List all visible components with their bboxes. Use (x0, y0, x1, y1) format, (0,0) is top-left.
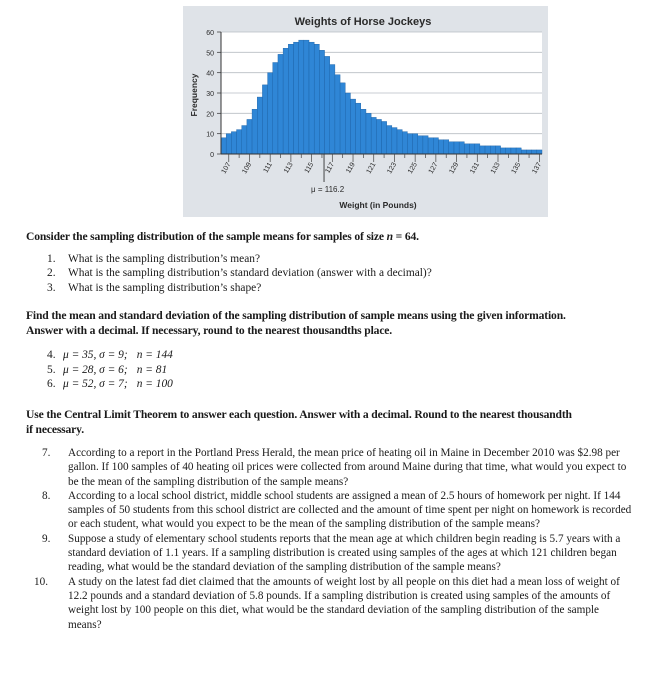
section3-heading-line2: if necessary. (26, 422, 84, 436)
section1-heading-text: Consider the sampling distribution of the sample means for samples of size (26, 230, 387, 243)
section-central-limit-theorem (26, 408, 646, 632)
list-item (26, 532, 632, 575)
x-tick-label: 135 (510, 161, 523, 176)
question-number: 9. (42, 532, 51, 545)
histogram-bar (304, 40, 309, 154)
question-number: 1. (47, 252, 56, 265)
question-text: A study on the latest fad diet claimed that the amounts of weight lost by all people on this diet had a mean loss of weight of 12.2 pounds and a standard deviation of 5.8 pounds. If a sampling distribution is created using samples of the amounts of weight lost by 100 people on this diet, what would be the standard deviation of the sampling distribution of the sample means? (68, 575, 620, 631)
histogram-bar (231, 132, 236, 154)
problem-sample-size: n = 81 (136, 363, 168, 376)
histogram-bar (511, 148, 516, 154)
histogram-bar (485, 146, 490, 154)
histogram-bar (252, 109, 257, 154)
question-text: What is the sampling distribution’s shape? (68, 281, 262, 294)
histogram-bar (335, 75, 340, 154)
y-tick-label: 60 (206, 30, 214, 37)
mean-label: μ = 116.2 (311, 185, 345, 194)
question-text: Suppose a study of elementary school students reports that the mean age at which children begin reading is 5.7 years with a standard deviation of 1.1 years. If a sampling distribution is created using samples of the ages at which 121 children began reading, what would be the standard deviation of the sampling distribution of the sample means? (68, 532, 621, 574)
histogram-bar (314, 44, 319, 154)
list-item (26, 377, 646, 392)
section1-heading-tail: = 64. (392, 230, 419, 243)
histogram-bar (475, 144, 480, 154)
question-number: 7. (42, 447, 51, 459)
histogram-bar (268, 73, 273, 154)
x-tick-label: 125 (406, 161, 419, 176)
histogram-bar (402, 132, 407, 154)
histogram-bar (454, 142, 459, 154)
x-axis-label: Weight (in Pounds) (339, 200, 417, 210)
histogram-bar (257, 97, 262, 154)
histogram-bar (356, 103, 361, 154)
chart-title: Weights of Horse Jockeys (294, 16, 432, 28)
x-tick-label: 107 (220, 161, 233, 176)
histogram-bar (490, 146, 495, 154)
section-mean-sd (26, 309, 646, 392)
histogram-bar (387, 126, 392, 154)
x-tick-label: 111 (262, 161, 274, 175)
histogram-bar (221, 138, 226, 154)
histogram-bar (330, 65, 335, 154)
x-tick-label: 113 (282, 161, 295, 175)
section2-heading (26, 309, 646, 338)
histogram-bar (371, 117, 376, 154)
problem-number: 4. (47, 349, 56, 361)
x-tick-label: 109 (241, 161, 254, 176)
y-tick-label: 0 (210, 152, 214, 159)
x-tick-label: 121 (365, 161, 378, 176)
histogram-bar (345, 93, 350, 154)
histogram-bar (319, 50, 324, 154)
histogram-bar (428, 138, 433, 154)
problem-number: 6. (47, 378, 56, 391)
section1-heading (26, 230, 646, 245)
x-tick-label: 123 (386, 161, 399, 176)
x-tick-label: 137 (531, 161, 544, 176)
x-tick-label: 131 (469, 161, 482, 176)
question-number: 3. (47, 281, 56, 294)
question-number: 2. (47, 267, 56, 280)
list-item (26, 446, 632, 489)
list-item (26, 252, 646, 267)
question-number: 8. (42, 489, 51, 502)
histogram-bar (382, 121, 387, 154)
x-tick-label: 117 (324, 161, 337, 175)
problem-number: 5. (47, 363, 56, 376)
histogram-chart (183, 6, 548, 217)
histogram-bar (273, 63, 278, 155)
histogram-bar (283, 48, 288, 154)
question-number: 10. (34, 575, 48, 588)
histogram-bar (350, 99, 355, 154)
section3-heading (26, 408, 646, 437)
x-tick-label: 115 (303, 161, 316, 175)
histogram-bar (506, 148, 511, 154)
histogram-bar (309, 42, 314, 154)
histogram-bar (366, 113, 371, 154)
histogram-bar (526, 150, 531, 154)
y-tick-label: 30 (206, 91, 214, 98)
section3-heading-line1: Use the Central Limit Theorem to answer each question. Answer with a decimal. Round to the nearest thousandth (26, 408, 572, 421)
question-text: What is the sampling distribution’s mean? (68, 252, 261, 265)
histogram-bar (495, 146, 500, 154)
x-tick-label: 133 (489, 161, 502, 176)
histogram-bar (459, 142, 464, 154)
list-item (26, 348, 646, 363)
question-text: According to a local school district, middle school students are assigned a mean of 2.5 hours of homework per night. If 144 samples of 50 students from this school district are collected and the amount of time spent per night on homework is recorded or each student, what would you expect to be the mean of the sampling distribution of the sample means? (68, 489, 632, 531)
problem-sample-size: n = 100 (136, 378, 173, 391)
histogram-bar (516, 148, 521, 154)
histogram-bar (470, 144, 475, 154)
section1-question-list (26, 252, 646, 296)
histogram-bar (299, 40, 304, 154)
histogram-bar (392, 128, 397, 154)
problem-params: μ = 52, σ = 7; (63, 378, 128, 391)
problem-params: μ = 28, σ = 6; (63, 363, 128, 376)
histogram-bar (537, 150, 542, 154)
list-item (26, 363, 646, 378)
histogram-bar (293, 42, 298, 154)
histogram-bar (449, 142, 454, 154)
histogram-bar (423, 136, 428, 154)
histogram-bar (521, 150, 526, 154)
list-item (26, 281, 646, 296)
histogram-bar (288, 44, 293, 154)
histogram-bar (226, 134, 231, 154)
section2-problem-list (26, 348, 646, 392)
histogram-bar (480, 146, 485, 154)
histogram-bar (418, 136, 423, 154)
histogram-figure (183, 6, 548, 217)
section2-heading-line2: Answer with a decimal. If necessary, round to the nearest thousandths place. (26, 323, 393, 337)
x-tick-label: 119 (345, 161, 357, 175)
histogram-bar (278, 54, 283, 154)
x-tick-label: 127 (427, 161, 440, 176)
y-tick-label: 40 (206, 70, 214, 78)
histogram-bar (242, 126, 247, 154)
histogram-bar (501, 148, 506, 154)
histogram-bar (438, 140, 443, 154)
histogram-bar (340, 83, 345, 154)
y-axis-label: Frequency (189, 73, 199, 117)
problem-sample-size: n = 144 (136, 349, 173, 361)
histogram-bar (361, 109, 366, 154)
list-item (26, 575, 632, 632)
histogram-bar (532, 150, 537, 154)
problem-params: μ = 35, σ = 9; (63, 349, 128, 361)
question-text: According to a report in the Portland Press Herald, the mean price of heating oil in Maine in December 2010 was $2.98 per gallon. If 100 samples of 40 heating oil prices were collected from around Maine during that time, what would you expect to be the mean of the sampling distribution of the sample means? (68, 447, 627, 488)
y-tick-label: 10 (206, 131, 214, 139)
list-item (26, 489, 632, 532)
histogram-bar (237, 130, 242, 154)
x-tick-label: 129 (448, 161, 461, 176)
section-sampling-distribution (26, 230, 646, 295)
histogram-bar (325, 56, 330, 154)
section2-heading-line1: Find the mean and standard deviation of the sampling distribution of sample means using the given information. (26, 309, 566, 322)
list-item (26, 266, 646, 281)
y-tick-label: 20 (206, 111, 214, 119)
histogram-bar (407, 134, 412, 154)
histogram-bar (444, 140, 449, 154)
histogram-bar (376, 119, 381, 154)
histogram-bar (397, 130, 402, 154)
histogram-bar (433, 138, 438, 154)
y-tick-label: 50 (206, 50, 214, 58)
question-text: What is the sampling distribution’s standard deviation (answer with a decimal)? (68, 267, 432, 280)
histogram-bar (247, 119, 252, 154)
histogram-bar (413, 134, 418, 154)
histogram-bar (464, 144, 469, 154)
histogram-bar (262, 85, 267, 154)
section3-question-list (26, 446, 632, 632)
section1-heading-var: n (386, 230, 393, 243)
